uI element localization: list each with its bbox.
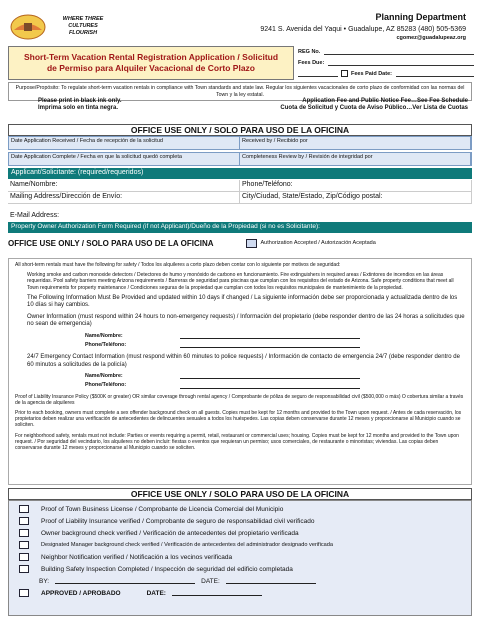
form-title-line1: Short-Term Vacation Rental Registration Application / Solicitud [23,52,279,62]
fees-paid-field[interactable] [396,70,474,77]
purpose-statement: Purpose/Propósito: To regulate short-term vacation rentals in compliance with Town standards and state law. Regular los siguientes vacacionales de corto plazo de conformidad con las normas del Town y la ley estatal. [8,82,472,101]
received-by-field[interactable]: Received by / Recibido por [240,137,471,149]
fees-due-label: Fees Due: [298,59,325,66]
town-logo [10,14,46,40]
office-use-heading-2: OFFICE USE ONLY / SOLO PARA USO DE LA OFICINA [8,238,214,248]
requirements-section [8,258,472,485]
form-title-line2: de Permiso para Alquiler Vacacional de Corto Plazo [46,63,255,73]
emergency-phone-label: Phone/Teléfono: [85,382,127,389]
checklist-item [19,527,461,539]
checklist-label: Neighbor Notification verified / Notificación a los vecinos verificada [41,553,233,561]
checklist-label: Proof of Town Business License / Comprobante de Licencia Comercial del Municipio [41,505,284,513]
fee-instruction-en: Application Fee and Public Notice Fee…See Fee Schedule [302,98,468,104]
emergency-name-field[interactable] [180,373,360,379]
office-checklist [8,500,472,616]
office-use-heading-3: OFFICE USE ONLY / SOLO PARA USO DE LA OFICINA [8,488,472,500]
form-title [8,46,294,80]
emergency-contact-heading: 24/7 Emergency Contact Information (must respond within 60 minutes to police requests) / Información de contacto de emergencia 24/7 (debe responder dentro de 60 minutos a solicitudes de la policía) [27,354,460,368]
office-row-complete [8,152,472,166]
approval-row [19,587,461,599]
signature-row [19,575,461,587]
reg-no-label: REG No. [298,48,321,55]
owner-authorization-bar: Property Owner Authorization Form Required (if not Applicant)/Dueño de la Propiedad (si no es Solicitante): [8,222,472,233]
town-motto: WHERE THREE CULTURES FLOURISH [62,16,104,36]
department-name: Planning Department [375,12,466,22]
email-field[interactable]: E-Mail Address: [10,212,60,219]
fees-paid-label: Fees Paid Date: [351,70,392,77]
ink-instruction-en: Please print in black ink only. [38,98,122,104]
reg-no-field[interactable] [324,48,474,55]
authorization-label: Authorization Accepted / Autorización Aceptada [260,240,376,246]
checklist-checkbox[interactable] [19,565,29,573]
checklist-label: Proof of Liability Insurance verified / Comprobante de seguro de responsabilidad civil verificado [41,517,315,525]
checklist-checkbox[interactable] [19,529,29,537]
checklist-label: Owner background check verified / Verificación de antecedentes del propietario verificada [41,529,299,537]
checklist-checkbox[interactable] [19,505,29,513]
info-required: The Following Information Must Be Provided and updated within 10 days if changed / La siguiente información debe ser proporcionada y actualizada dentro de los 10 días si hay cambios. [27,294,458,309]
fee-instruction-es: Cuota de Solicitud y Cuota de Aviso Público…Ver Lista de Cuotas [280,105,468,111]
owner-name-field[interactable] [180,333,360,339]
emergency-name-row [85,373,465,379]
applicant-section-bar: Applicant/Solicitante: (required/requeridos) [8,168,472,179]
applicant-name-field[interactable]: Name/Nombre: [8,180,240,191]
applicant-grid [8,180,472,204]
date-received-field[interactable]: Date Application Received / Fecha de recepción de la solicitud [9,137,240,149]
background-check-requirement: Prior to each booking, owners must complete a sex offender background check on all guests. Copies must be kept for 12 months and provided to the Town upon request. / Antes de cada reservación, los propietarios deben realizar una verificación de antecedentes de delincuentes sexuales a todos los huéspedes. Las copias deben conservarse durante 12 meses y proporcionarse al Municipio cuando se soliciten. [15,410,462,429]
checklist-checkbox[interactable] [19,517,29,525]
office-row-received [8,136,472,150]
by-label: BY: [39,577,50,585]
owner-name-row [85,333,465,339]
office-use-heading: OFFICE USE ONLY / SOLO PARA USO DE LA OFICINA [8,124,472,136]
checklist-item [19,551,461,563]
checklist-checkbox[interactable] [19,553,29,561]
fees-paid-checkbox[interactable] [341,70,348,77]
department-address: 9241 S. Avenida del Yaqui • Guadalupe, AZ 85283 (480) 505-5369 [260,26,466,33]
mailing-address-field[interactable]: Mailing Address/Dirección de Envío: [8,192,240,203]
owner-phone-label: Phone/Teléfono: [85,342,127,349]
approved-label: APPROVED / APROBADO [41,589,121,597]
checklist-label: Designated Manager background check verified / Verificación de antecedentes del administrador designado verificada [41,542,333,548]
date-label: DATE: [201,577,220,585]
city-state-zip-field[interactable]: City/Ciudad, State/Estado, Zip/Código postal: [240,192,472,203]
approved-date-field[interactable] [172,590,262,596]
checklist-checkbox[interactable] [19,541,29,549]
office-use-authorization-row [8,236,472,250]
checklist-label: Building Safety Inspection Completed / Inspección de seguridad del edificio completada [41,565,293,573]
emergency-phone-field[interactable] [180,383,360,389]
checklist-item [19,503,461,515]
owner-name-label: Name/Nombre: [85,332,123,339]
by-field[interactable] [55,578,195,584]
owner-phone-field[interactable] [180,342,360,348]
fees-amount-field[interactable] [298,70,338,77]
applicant-phone-field[interactable]: Phone/Teléfono: [240,180,472,191]
checklist-item [19,563,461,575]
department-email[interactable]: cgomez@guadalupeaz.org [396,35,466,41]
insurance-requirement: Proof of Liability Insurance Policy ($500K or greater) OR similar coverage through rental agency / Comprobante de póliza de seguro de responsabilidad civil ($500,000 o más) O cobertura similar a través de la agencia de alquileres [15,393,464,406]
fees-due-field[interactable] [328,59,474,66]
ink-instructions [8,98,472,114]
checklist-item [19,515,461,527]
emergency-phone-row [85,382,465,388]
safety-items: Working smoke and carbon monoxide detectors / Detectores de humo y monóxido de carbono en funcionamiento. Fire extinguishers in required areas / Extintores de incendios en las áreas requeridas. Pool safety barriers meeting Arizona requirements / Barreras de seguridad para piscinas que cumplan con los requisitos del estado de Arizona. Safe property conditions that meet all Town requirements for property maintenance / Condiciones seguras de la propiedad que cumplan con todos los requisitos municipales de mantenimiento de la propiedad. [27,272,454,291]
completeness-review-field[interactable]: Completeness Review by / Revisión de integridad por [240,153,471,165]
neighborhood-safety-requirement: For neighborhood safety, rentals must not include: Parties or events requiring a permit, retail, restaurant or commercial uses; housing. Copies must be kept for 12 months and provided to the Town upon request. / Por seguridad del vecindario, los alquileres no deben incluir: fiestas o eventos que requieran un permiso; usos comerciales, de restaurante o minoristas; viviendas. Las copias deben conservarse durante 12 meses y proporcionarse al Municipio cuando se soliciten. [15,432,459,452]
emergency-name-label: Name/Nombre: [85,373,123,380]
authorization-checkbox[interactable] [246,239,257,248]
registration-office-box [298,46,474,79]
approved-checkbox[interactable] [19,589,29,597]
safety-intro: All short-term rentals must have the following for safety / Todos los alquileres a corto plazo deben contar con lo siguiente por motivos de seguridad: [15,262,341,268]
date-field[interactable] [226,578,316,584]
date-complete-field[interactable]: Date Application Complete / Fecha en que la solicitud quedó completa [9,153,240,165]
approved-date-label: DATE: [146,589,166,597]
owner-info-heading: Owner Information (must respond within 24 hours to non-emergency requests) / Información del propietario (debe responder dentro de las 24 horas a solicitudes que no sean de emergencia) [27,313,465,328]
checklist-item [19,539,461,551]
ink-instruction-es: Imprima solo en tinta negra. [38,105,119,111]
owner-phone-row [85,342,465,348]
